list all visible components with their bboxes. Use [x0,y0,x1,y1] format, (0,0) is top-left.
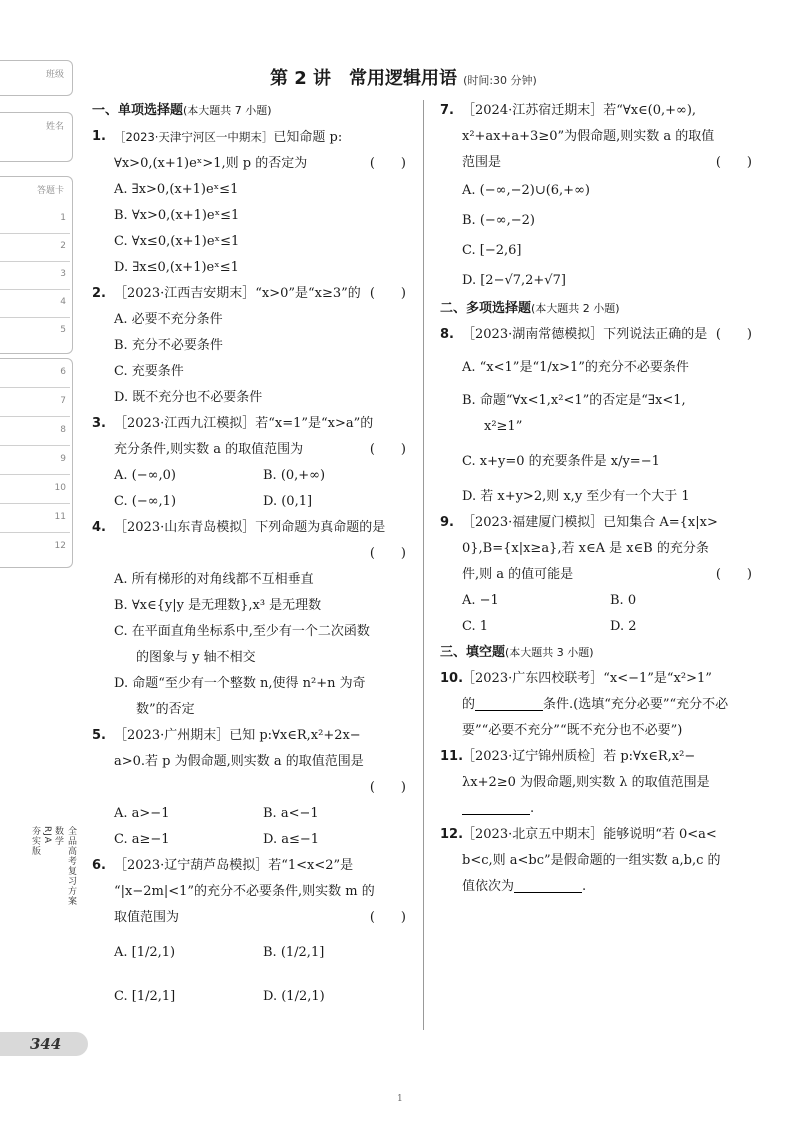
question-9: 9. ［2023·福建厦门模拟］已知集合 A={x|x> 0},B={x|x≥a},若 x∈A 是 x∈B 的充分条 件,则 a 的值可能是 ( ) [440,515,752,582]
answer-cell-6[interactable]: 6 [0,359,70,388]
q1-option-a[interactable]: A. ∃x>0,(x+1)eˣ≤1 [114,182,239,197]
q1-option-b[interactable]: B. ∀x>0,(x+1)eˣ≤1 [114,208,240,223]
question-6: 6. ［2023·辽宁葫芦岛模拟］若“1<x<2”是 “|x−2m|<1”的充分不必要条件,则实数 m 的 取值范围为 ( ) [92,858,406,925]
q6-option-b[interactable]: B. (1/2,1] [263,945,325,960]
q8-option-a[interactable]: A. “x<1”是“1/x>1”的充分不必要条件 [462,360,689,375]
class-field[interactable] [0,60,73,96]
question-4: 4. ［2023·山东青岛模拟］下列命题为真命题的是 ( ) [92,520,406,561]
q6-option-d[interactable]: D. (1/2,1) [263,989,325,1004]
answer-cell-10[interactable]: 10 [0,475,70,504]
question-2: 2. ［2023·江西吉安期末］“x>0”是“x≥3”的 ( ) [92,286,406,301]
name-label: 姓名 [45,122,64,132]
q5-option-d[interactable]: D. a≤−1 [263,832,320,847]
question-3: 3. ［2023·江西九江模拟］若“x=1”是“x>a”的 充分条件,则实数 a 的取值范围为 ( ) [92,416,406,457]
series-vertical-label: 全品高考复习方案 数学 RJA 夯实版 [30,826,76,906]
q4-option-c[interactable]: C. 在平面直角坐标系中,至少有一个二次函数 的图象与 y 轴不相交 [114,624,370,665]
q3-option-d[interactable]: D. (0,1] [263,494,313,509]
q1-option-d[interactable]: D. ∃x≤0,(x+1)eˣ≤1 [114,260,239,275]
left-column [92,98,412,1019]
page-number-tab [0,1032,88,1056]
answer-cell-12[interactable]: 12 [54,541,66,551]
column-divider [423,100,424,1030]
q2-option-c[interactable]: C. 充要条件 [114,364,184,379]
section-multiple-choice: 二、多项选择题(本大题共 2 小题) [440,301,620,316]
q9-option-d[interactable]: D. 2 [610,619,637,634]
q4-option-a[interactable]: A. 所有梯形的对角线都不互相垂直 [114,572,314,587]
q7-option-c[interactable]: C. [−2,6] [462,243,522,258]
question-1: 1. ［2023·天津宁河区一中期末］已知命题 p: ∀x>0,(x+1)eˣ>1,则 p 的否定为 ( ) [92,129,406,171]
q4-option-b[interactable]: B. ∀x∈{y|y 是无理数},x³ 是无理数 [114,598,322,613]
q9-option-a[interactable]: A. −1 [462,593,499,608]
q3-option-a[interactable]: A. (−∞,0) [114,468,176,483]
question-7: 7. ［2024·江苏宿迁期末］若“∀x∈(0,+∞), x²+ax+a+3≥0”为假命题,则实数 a 的取值 范围是 ( ) [440,103,752,170]
right-column [440,98,758,900]
q6-option-a[interactable]: A. [1/2,1) [114,945,176,960]
section-fill-blank: 三、填空题(本大题共 3 小题) [440,645,594,660]
answer-card-label: 答题卡 [36,186,64,196]
q2-option-b[interactable]: B. 充分不必要条件 [114,338,223,353]
q7-option-b[interactable]: B. (−∞,−2) [462,213,535,228]
question-10: 10. ［2023·广东四校联考］“x<−1”是“x²>1” 的 条件.(选填“充分必要”“充分不必 要”“必要不充分”“既不充分也不必要”) [440,671,729,738]
page-title: 第 2 讲 常用逻辑用语 (时间:30 分钟) [270,68,537,89]
answer-cell-9[interactable]: 9 [0,446,70,475]
footer-mark: 1 [397,1094,403,1104]
q8-option-d[interactable]: D. 若 x+y>2,则 x,y 至少有一个大于 1 [462,489,690,504]
q2-option-d[interactable]: D. 既不充分也不必要条件 [114,390,263,405]
q7-option-a[interactable]: A. (−∞,−2)∪(6,+∞) [462,183,590,198]
q5-option-b[interactable]: B. a<−1 [263,806,319,821]
page-number: 344 [30,1035,62,1053]
q9-option-b[interactable]: B. 0 [610,593,637,608]
answer-card-bottom [0,358,73,568]
answer-cell-8[interactable]: 8 [0,417,70,446]
question-8: 8. ［2023·湖南常德模拟］下列说法正确的是 ( ) [440,327,752,342]
class-label: 班级 [45,70,64,80]
question-12: 12. ［2023·北京五中期末］能够说明“若 0<a< b<c,则 a<bc”是假命题的一组实数 a,b,c 的 值依次为 . [440,827,721,894]
question-11: 11. ［2023·辽宁锦州质检］若 p:∀x∈R,x²− λx+2≥0 为假命题,则实数 λ 的取值范围是 . [440,749,710,816]
answer-card-top [0,176,73,354]
q8-option-c[interactable]: C. x+y=0 的充要条件是 x/y=−1 [462,454,660,469]
time-limit: (时间:30 分钟) [463,74,537,87]
q6-option-c[interactable]: C. [1/2,1] [114,989,176,1004]
q1-option-c[interactable]: C. ∀x≤0,(x+1)eˣ≤1 [114,234,240,249]
q3-option-c[interactable]: C. (−∞,1) [114,494,177,509]
q5-option-a[interactable]: A. a>−1 [114,806,170,821]
answer-cell-11[interactable]: 11 [0,504,70,533]
answer-cell-4[interactable]: 4 [0,289,70,318]
q7-option-d[interactable]: D. [2−√7,2+√7] [462,273,566,288]
q11-answer-blank[interactable] [462,800,530,815]
section-single-choice: 一、单项选择题(本大题共 7 小题) [92,103,272,118]
answer-cell-1[interactable]: 1 [0,205,70,234]
answer-cell-2[interactable]: 2 [0,233,70,262]
q2-option-a[interactable]: A. 必要不充分条件 [114,312,223,327]
q8-option-b[interactable]: B. 命题“∀x<1,x²<1”的否定是“∃x<1, x²≥1” [462,393,686,434]
question-5: 5. ［2023·广州期末］已知 p:∀x∈R,x²+2x− a>0.若 p 为假命题,则实数 a 的取值范围是 ( ) [92,728,406,795]
q9-option-c[interactable]: C. 1 [462,619,489,634]
answer-cell-5[interactable]: 5 [60,325,66,335]
name-field[interactable] [0,112,73,162]
q10-answer-blank[interactable] [475,696,543,711]
q4-option-d[interactable]: D. 命题“至少有一个整数 n,使得 n²+n 为奇 数”的否定 [114,676,366,717]
answer-cell-3[interactable]: 3 [0,261,70,290]
answer-cell-7[interactable]: 7 [0,388,70,417]
q3-option-b[interactable]: B. (0,+∞) [263,468,326,483]
q5-option-c[interactable]: C. a≥−1 [114,832,170,847]
q12-answer-blank[interactable] [514,878,582,893]
